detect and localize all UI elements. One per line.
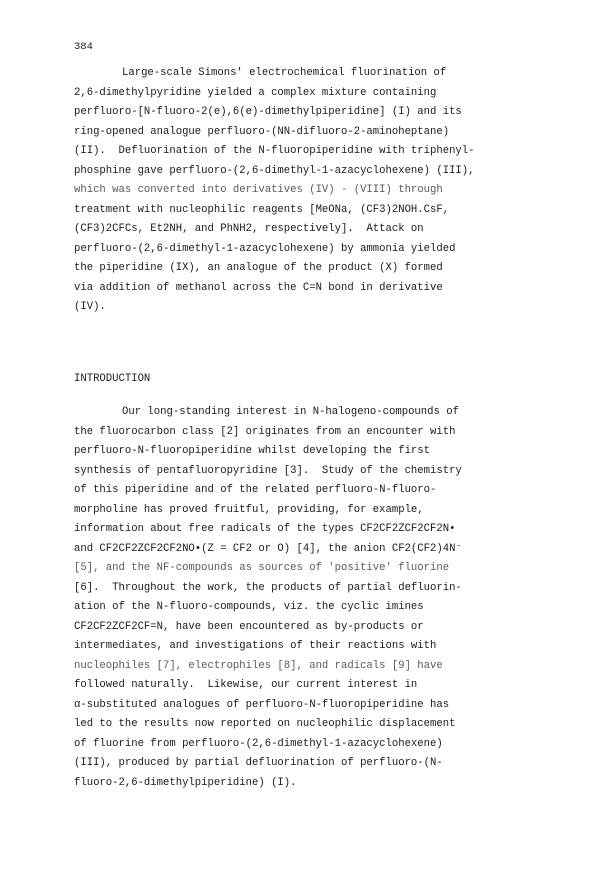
introduction-body [74, 403, 564, 813]
text-line: and CF2CF2ZCF2CF2NO•(Z = CF2 or O) [4], the anion CF2(CF2)4N⁻ [74, 542, 462, 555]
text-line: synthesis of pentafluoropyridine [3]. Study of the chemistry [74, 464, 462, 477]
text-line: morpholine has proved fruitful, providing, for example, [74, 503, 424, 516]
text-line: phosphine gave perfluoro-(2,6-dimethyl-1-azacyclohexene) (III), [74, 164, 475, 177]
section-heading: INTRODUCTION [74, 373, 151, 385]
text-line: (II). Defluorination of the N-fluoropiperidine with triphenyl- [74, 145, 475, 157]
text-line: the piperidine (IX), an analogue of the product (X) formed [74, 262, 443, 274]
text-line [74, 793, 564, 813]
text-line: information about free radicals of the types CF2CF2ZCF2CF2N• [74, 523, 456, 535]
text-line: perfluoro-N-fluoropiperidine whilst developing the first [74, 445, 431, 457]
text-line: α-substituted analogues of perfluoro-N-fluoropiperidine has [74, 698, 450, 711]
text-line: treatment with nucleophilic reagents [MeONa, (CF3)2NOH.CsF, [74, 203, 450, 216]
text-line: ation of the N-fluoro-compounds, viz. the cyclic imines [74, 601, 424, 613]
text-line: which was converted into derivatives (IV) - (VIII) through [74, 184, 443, 196]
text-line: (IV). [74, 301, 106, 313]
text-line: ring-opened analogue perfluoro-(NN-difluoro-2-aminoheptane) [74, 125, 450, 138]
text-line: Large-scale Simons' electrochemical fluorination of [122, 67, 447, 79]
text-line: [5], and the NF-compounds as sources of 'positive' fluorine [74, 562, 450, 574]
text-line: (CF3)2CFCs, Et2NH, and PhNH2, respectively]. Attack on [74, 223, 424, 235]
page-number: 384 [74, 41, 93, 53]
text-line: led to the results now reported on nucleophilic displacement [74, 718, 456, 730]
text-line: followed naturally. Likewise, our current interest in [74, 679, 418, 691]
abstract [74, 64, 564, 318]
text-line: (III), produced by partial defluorination of perfluoro-(N- [74, 757, 443, 769]
text-line: Our long-standing interest in N-halogeno-compounds of [122, 406, 459, 418]
text-line: CF2CF2ZCF2CF=N, have been encountered as by-products or [74, 620, 424, 633]
text-line: 2,6-dimethylpyridine yielded a complex mixture containing [74, 86, 437, 99]
text-line: nucleophiles [7], electrophiles [8], and radicals [9] have [74, 659, 443, 672]
text-line: fluoro-2,6-dimethylpiperidine) (I). [74, 776, 297, 789]
text-line: via addition of methanol across the C=N bond in derivative [74, 281, 443, 294]
text-line: perfluoro-(2,6-dimethyl-1-azacyclohexene) by ammonia yielded [74, 242, 456, 255]
text-line: [6]. Throughout the work, the products of partial defluorin- [74, 581, 462, 594]
text-line: the fluorocarbon class [2] originates from an encounter with [74, 425, 456, 438]
text-line: perfluoro-[N-fluoro-2(e),6(e)-dimethylpiperidine] (I) and its [74, 106, 462, 118]
text-line: of this piperidine and of the related perfluoro-N-fluoro- [74, 484, 437, 496]
text-line: of fluorine from perfluoro-(2,6-dimethyl-1-azacyclohexene) [74, 737, 443, 750]
text-line: intermediates, and investigations of their reactions with [74, 640, 437, 652]
